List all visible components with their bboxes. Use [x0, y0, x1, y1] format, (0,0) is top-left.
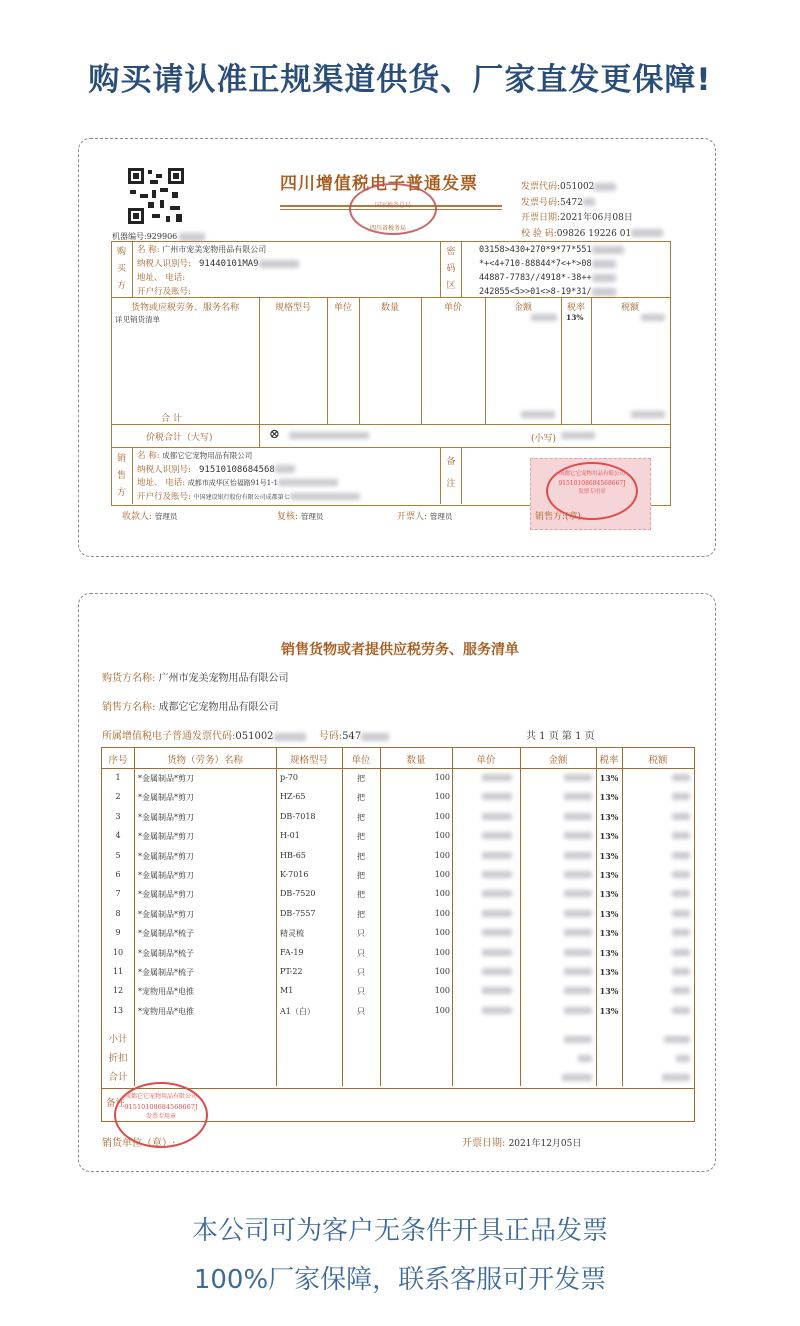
redaction	[672, 1007, 690, 1014]
table-row	[102, 962, 694, 981]
total-row	[111, 425, 670, 447]
redaction	[631, 229, 663, 237]
redaction	[275, 465, 295, 473]
payee-value: 管理员	[154, 512, 178, 521]
redaction	[672, 929, 690, 936]
drawer-label: 开票人:	[397, 512, 428, 522]
redaction	[672, 968, 690, 975]
redaction	[278, 479, 338, 486]
cell-unit: 把	[357, 812, 365, 822]
redaction	[564, 832, 592, 839]
list-title: 销售货物或者提供应税劳务、服务清单	[281, 642, 519, 658]
cell-qty: 100	[434, 811, 450, 821]
reviewer-value: 管理员	[300, 512, 324, 521]
cell-no: 6	[115, 870, 121, 879]
seller-char: 销	[116, 454, 126, 464]
cell-unit: 把	[357, 793, 365, 803]
list-seller-value: 成都它它宠物用品有限公司	[158, 702, 279, 713]
redaction	[564, 890, 592, 897]
date-label: 开票日期:	[521, 213, 561, 223]
cell-no: 8	[115, 908, 121, 918]
list-buyer-value: 广州市宠美宠物用品有限公司	[158, 673, 289, 684]
buyer-char: 买	[116, 264, 126, 274]
redaction	[672, 949, 690, 956]
redaction	[564, 987, 592, 994]
total-label: 合计	[108, 1072, 128, 1083]
redaction	[592, 288, 616, 296]
cell-spec: DB-7557	[280, 908, 316, 918]
redaction	[562, 1074, 592, 1081]
cell-spec: PT-22	[280, 967, 303, 976]
lh-tax: 税额	[648, 755, 668, 766]
redaction	[361, 733, 389, 741]
redaction	[594, 183, 616, 191]
cell-name: *金属制品*梳子	[138, 929, 194, 939]
redaction	[564, 968, 592, 975]
cell-rate: 13%	[599, 986, 619, 997]
list-date-label: 开票日期:	[462, 1138, 506, 1149]
cell-rate: 13%	[599, 889, 619, 900]
seller-bank-label: 开户行及账号:	[137, 491, 191, 502]
invoice-footer	[122, 509, 662, 522]
redaction	[482, 987, 512, 994]
number-label: 发票号码:	[521, 197, 561, 208]
cipher-line	[479, 271, 624, 285]
col-line	[259, 298, 260, 424]
cell-rate: 13%	[599, 1005, 619, 1016]
cipher-line	[479, 243, 624, 257]
buyer-char: 方	[116, 281, 126, 291]
seller-addr-row	[137, 477, 360, 491]
col-header-spec: 规格型号	[274, 303, 311, 313]
sum-label: 合 计	[161, 414, 182, 424]
seller-addr-value: 成都市成华区怡福路91号1-1	[187, 479, 278, 487]
buyer-name-row	[137, 243, 299, 257]
redaction	[482, 890, 512, 897]
remark-label: 备注	[106, 1098, 126, 1109]
payee-label: 收款人:	[122, 512, 153, 522]
cell-unit: 只	[357, 1006, 365, 1016]
cell-qty: 100	[434, 908, 450, 918]
col-header-name: 货物或应税劳务、服务名称	[130, 303, 239, 313]
cell-name: *金属制品*剪刀	[138, 793, 194, 803]
cell-qty: 100	[434, 967, 450, 976]
table-row	[102, 904, 694, 923]
reviewer-label: 复核:	[277, 512, 299, 522]
cell-unit: 只	[357, 929, 365, 939]
col-header-unit: 单位	[333, 303, 352, 313]
cipher-text: 242855<5>>01<>8-19*31/	[479, 287, 592, 297]
redaction	[672, 852, 690, 859]
lh-spec: 规格型号	[289, 755, 328, 766]
code-row	[521, 180, 663, 196]
cell-qty: 100	[434, 928, 450, 938]
password-side-label	[440, 241, 462, 297]
redaction	[631, 411, 665, 418]
invoice-meta	[521, 180, 663, 242]
cipher-area	[479, 243, 624, 299]
redaction	[289, 432, 369, 439]
lh-qty: 数量	[406, 755, 426, 766]
list-buyer-label: 购货方名称:	[102, 673, 156, 684]
cell-spec: DB-7520	[280, 889, 316, 899]
cell-qty: 100	[434, 947, 450, 957]
cell-no: 10	[112, 947, 124, 957]
lh-rate: 税率	[599, 755, 619, 766]
redaction	[564, 949, 592, 956]
table-row	[102, 768, 694, 787]
headline: 购买请认准正规渠道供货、厂家直发更保障!	[88, 62, 712, 98]
redaction	[662, 1074, 690, 1081]
table-row	[102, 787, 694, 806]
cipher-text: *+<4+710-88844*7<+*>08	[479, 259, 592, 269]
seller-stamp-label: 销售方:(章)	[535, 512, 582, 522]
cell-spec: 精灵梳	[280, 929, 304, 939]
cell-spec: HZ-65	[280, 792, 306, 802]
rule	[111, 447, 670, 448]
cell-rate: 13%	[599, 773, 619, 783]
redaction	[482, 774, 512, 781]
redaction	[672, 910, 690, 917]
seller-name-value: 成都它它宠物用品有限公司	[162, 451, 253, 460]
cell-no: 11	[112, 967, 124, 976]
buyer-fields	[137, 243, 299, 299]
list-date-value: 2021年12月05日	[508, 1139, 582, 1149]
col-header-tax: 税额	[620, 303, 639, 313]
redaction	[482, 1007, 512, 1014]
redaction	[672, 871, 690, 878]
list-seller-label: 销售方名称:	[102, 702, 156, 713]
cell-rate: 13%	[599, 792, 619, 803]
redaction	[672, 832, 690, 839]
cell-unit: 只	[357, 987, 365, 997]
table-row	[102, 981, 694, 1000]
redaction	[482, 968, 512, 975]
cell-name: *金属制品*剪刀	[138, 774, 194, 783]
seal-text: 国家税务总局	[374, 202, 411, 209]
total-label: 价税合计（大写)	[146, 433, 213, 443]
redaction	[672, 793, 690, 800]
cell-name: *金属制品*剪刀	[138, 890, 194, 900]
seller-char: 方	[116, 488, 126, 498]
detail-note: 详见销货清单	[115, 315, 160, 324]
pw-char: 码	[446, 264, 456, 274]
cell-name: *宠物用品*电推	[138, 987, 194, 997]
seller-tax-value: 91510108684568	[198, 464, 275, 475]
col-line	[259, 425, 260, 447]
cell-qty: 100	[434, 1005, 450, 1015]
seller-name-label: 名 称:	[137, 451, 160, 461]
redaction	[641, 314, 665, 321]
cell-rate: 13%	[599, 908, 619, 919]
cell-qty: 100	[434, 870, 450, 879]
redaction	[564, 1007, 592, 1014]
cell-unit: 把	[357, 851, 365, 861]
redaction	[179, 233, 205, 241]
cell-spec: K-7016	[280, 870, 309, 879]
redaction	[290, 493, 360, 500]
cell-rate: 13%	[599, 870, 619, 880]
lh-no: 序号	[108, 755, 128, 766]
lh-price: 单价	[476, 755, 496, 766]
redaction	[259, 260, 299, 268]
table-row	[102, 943, 694, 962]
col-line	[359, 298, 360, 424]
redaction	[676, 1055, 690, 1062]
buyer-side-label	[111, 241, 133, 297]
cell-spec: A1（白）	[280, 1006, 315, 1016]
discount-label: 折扣	[108, 1053, 128, 1064]
cell-name: *金属制品*梳子	[138, 968, 194, 977]
check-label: 校 验 码:	[521, 228, 557, 239]
lh-unit: 单位	[351, 755, 371, 766]
seal-top: 成都它它宠物用品有限公司	[124, 1093, 197, 1100]
cell-qty: 100	[434, 773, 450, 782]
code-label: 发票代码:	[521, 182, 561, 192]
redaction	[583, 198, 595, 206]
cell-no: 7	[115, 889, 121, 899]
table-row	[102, 865, 694, 884]
qr-code-icon	[126, 166, 186, 226]
invoice-title: 四川增值税电子普通发票	[280, 174, 478, 194]
table-row	[102, 807, 694, 826]
drawer-value: 管理员	[429, 512, 453, 521]
redaction	[672, 813, 690, 820]
cipher-line	[479, 257, 624, 271]
cell-rate: 13%	[599, 947, 619, 958]
remark-char: 注	[446, 479, 456, 489]
cell-unit: 只	[357, 948, 365, 958]
footer-line-2: 100%厂家保障，联系客服可开发票	[193, 1265, 607, 1295]
col-header-qty: 数量	[380, 303, 399, 313]
buyer-addr-row	[137, 271, 299, 285]
cell-no: 9	[115, 928, 121, 938]
buyer-addr-label: 地址、 电话:	[137, 273, 186, 283]
redaction	[592, 246, 624, 254]
cell-name: *金属制品*剪刀	[138, 812, 194, 822]
cell-spec: DB-7018	[280, 811, 316, 821]
redaction	[564, 793, 592, 800]
total-symbol-icon: ⊗	[269, 427, 280, 442]
cell-qty: 100	[434, 850, 450, 860]
number-value: 5472	[560, 197, 583, 208]
redaction	[482, 949, 512, 956]
redaction	[521, 411, 555, 418]
cell-unit: 把	[357, 871, 365, 880]
date-row	[521, 211, 663, 227]
item-area	[111, 298, 670, 424]
machine-value: 929906	[146, 232, 178, 241]
tax-rate: 13%	[566, 313, 584, 322]
date-value: 2021年06月08日	[560, 213, 633, 223]
cell-rate: 13%	[599, 811, 619, 822]
buyer-name-value: 广州市宠美宠物用品有限公司	[162, 245, 267, 254]
cell-rate: 13%	[599, 928, 619, 939]
list-code-row	[102, 727, 389, 742]
seller-bank-value: 中国建设银行股份有限公司成都第七	[193, 493, 290, 501]
table-row	[102, 846, 694, 865]
col-header-rate: 税率	[566, 303, 585, 313]
col-header-price: 单价	[443, 303, 462, 313]
cell-qty: 100	[434, 831, 450, 841]
redaction	[564, 852, 592, 859]
redaction	[482, 813, 512, 820]
cell-no: 12	[112, 986, 124, 996]
redaction	[564, 774, 592, 781]
subtotal-label: 小计	[108, 1034, 128, 1045]
machine-label: 机器编号:	[112, 232, 147, 241]
seal-num: 91510108684568667J	[558, 480, 626, 487]
seller-name-row	[137, 449, 360, 464]
list-num-label: 号码:	[318, 731, 343, 742]
lh-amount: 金额	[548, 755, 568, 766]
cell-spec: H-01	[280, 831, 300, 841]
seller-tax-row	[137, 464, 360, 478]
cell-no: 3	[115, 811, 121, 821]
remark-side-label	[440, 448, 462, 504]
cipher-text: 44887-7783//4918*-38++	[479, 273, 592, 283]
cell-name: *金属制品*剪刀	[138, 851, 194, 861]
redaction	[564, 813, 592, 820]
lh-name: 货物（劳务）名称	[166, 755, 243, 766]
redaction	[672, 774, 690, 781]
check-value: 09826 19226 01	[556, 228, 632, 239]
cell-no: 5	[115, 850, 121, 860]
redaction	[578, 1055, 592, 1062]
list-num-value: 547	[342, 731, 362, 742]
cell-unit: 把	[357, 774, 365, 783]
seal-top: 成都它它宠物用品有限公司	[558, 471, 625, 477]
table-row	[102, 884, 694, 903]
seal-sub: 四川省税务局	[370, 225, 407, 232]
buyer-bank-label: 开户行及账号:	[137, 287, 191, 297]
col-line	[561, 298, 562, 424]
cell-unit: 把	[357, 909, 365, 919]
redaction	[592, 274, 616, 282]
redaction	[592, 260, 616, 268]
cell-rate: 13%	[599, 831, 619, 842]
small-label: (小写)	[531, 434, 557, 444]
seller-bank-row	[137, 491, 360, 505]
seller-char: 售	[116, 471, 126, 481]
cell-name: *金属制品*剪刀	[138, 832, 194, 842]
redaction	[672, 987, 690, 994]
list-seller	[102, 698, 279, 713]
remark-char: 备	[446, 457, 456, 467]
cell-no: 13	[112, 1005, 124, 1015]
seal-bottom: 发票专用章	[145, 1113, 176, 1120]
cell-spec: HB-65	[280, 850, 306, 860]
code-value: 051002	[560, 182, 595, 192]
redaction	[672, 890, 690, 897]
summary-labels	[102, 1030, 134, 1087]
cell-no: 2	[115, 792, 121, 802]
list-table	[101, 747, 695, 1089]
cell-no: 4	[115, 831, 121, 841]
cell-qty: 100	[434, 889, 450, 899]
redaction	[561, 432, 595, 439]
list-code-label: 所属增值税电子普通发票代码:	[102, 731, 236, 742]
col-line	[327, 298, 328, 424]
cell-unit: 把	[357, 832, 365, 842]
redaction	[531, 314, 557, 321]
col-line	[591, 298, 592, 424]
redaction	[564, 1036, 592, 1043]
footer-line-1: 本公司可为客户无条件开具正品发票	[191, 1216, 608, 1246]
cell-name: *金属制品*剪刀	[138, 909, 194, 919]
pw-char: 区	[446, 281, 456, 291]
redaction	[564, 871, 592, 878]
list-date	[462, 1134, 581, 1149]
buyer-tax-value: 91440101MA9	[198, 259, 259, 269]
redaction	[482, 910, 512, 917]
table-row	[102, 826, 694, 845]
redaction	[564, 929, 592, 936]
redaction	[482, 871, 512, 878]
cell-rate: 13%	[599, 967, 619, 977]
buyer-char: 购	[116, 247, 126, 257]
cell-qty: 100	[434, 986, 450, 996]
page-indicator: 共 1 页 第 1 页	[526, 731, 595, 742]
col-line	[485, 298, 486, 424]
seller-tax-label: 纳税人识别号:	[137, 464, 191, 475]
cell-name: *宠物用品*电推	[138, 1006, 194, 1016]
check-row	[521, 227, 663, 243]
cell-no: 1	[115, 773, 121, 782]
list-seller-stamp-label: 销货单位（章）:	[102, 1138, 176, 1149]
cell-name: *金属制品*剪刀	[138, 871, 194, 880]
buyer-tax-label: 纳税人识别号:	[137, 259, 191, 269]
cell-rate: 13%	[599, 850, 619, 861]
number-row	[521, 196, 663, 212]
seller-side-label	[111, 448, 133, 504]
seller-addr-label: 地址、 电话:	[137, 478, 186, 488]
cell-name: *金属制品*梳子	[138, 948, 194, 958]
col-line	[421, 298, 422, 424]
redaction	[564, 910, 592, 917]
buyer-tax-row	[137, 257, 299, 271]
redaction	[482, 793, 512, 800]
pw-char: 密	[446, 247, 456, 257]
table-row	[102, 1001, 694, 1020]
buyer-name-label: 名 称:	[137, 245, 160, 255]
list-code-value: 051002	[235, 731, 274, 742]
redaction	[482, 852, 512, 859]
table-row	[102, 923, 694, 942]
cell-spec: M1	[280, 986, 294, 996]
cell-qty: 100	[434, 792, 450, 802]
cipher-text: 03158>430+270*9*77*551	[479, 245, 592, 255]
redaction	[482, 929, 512, 936]
seal-bottom: 发票专用章	[578, 489, 606, 495]
cell-spec: p-70	[280, 773, 299, 782]
list-header-row	[102, 748, 694, 769]
redaction	[274, 733, 306, 741]
cell-spec: FA-19	[280, 947, 304, 957]
seal-num: 91510108684568667J	[124, 1103, 198, 1111]
col-header-amount: 金额	[513, 303, 532, 313]
list-buyer	[102, 669, 289, 684]
redaction	[664, 1036, 690, 1043]
cell-unit: 把	[357, 890, 365, 900]
cell-unit: 只	[357, 968, 365, 977]
redaction	[482, 832, 512, 839]
seller-fields	[137, 449, 360, 504]
